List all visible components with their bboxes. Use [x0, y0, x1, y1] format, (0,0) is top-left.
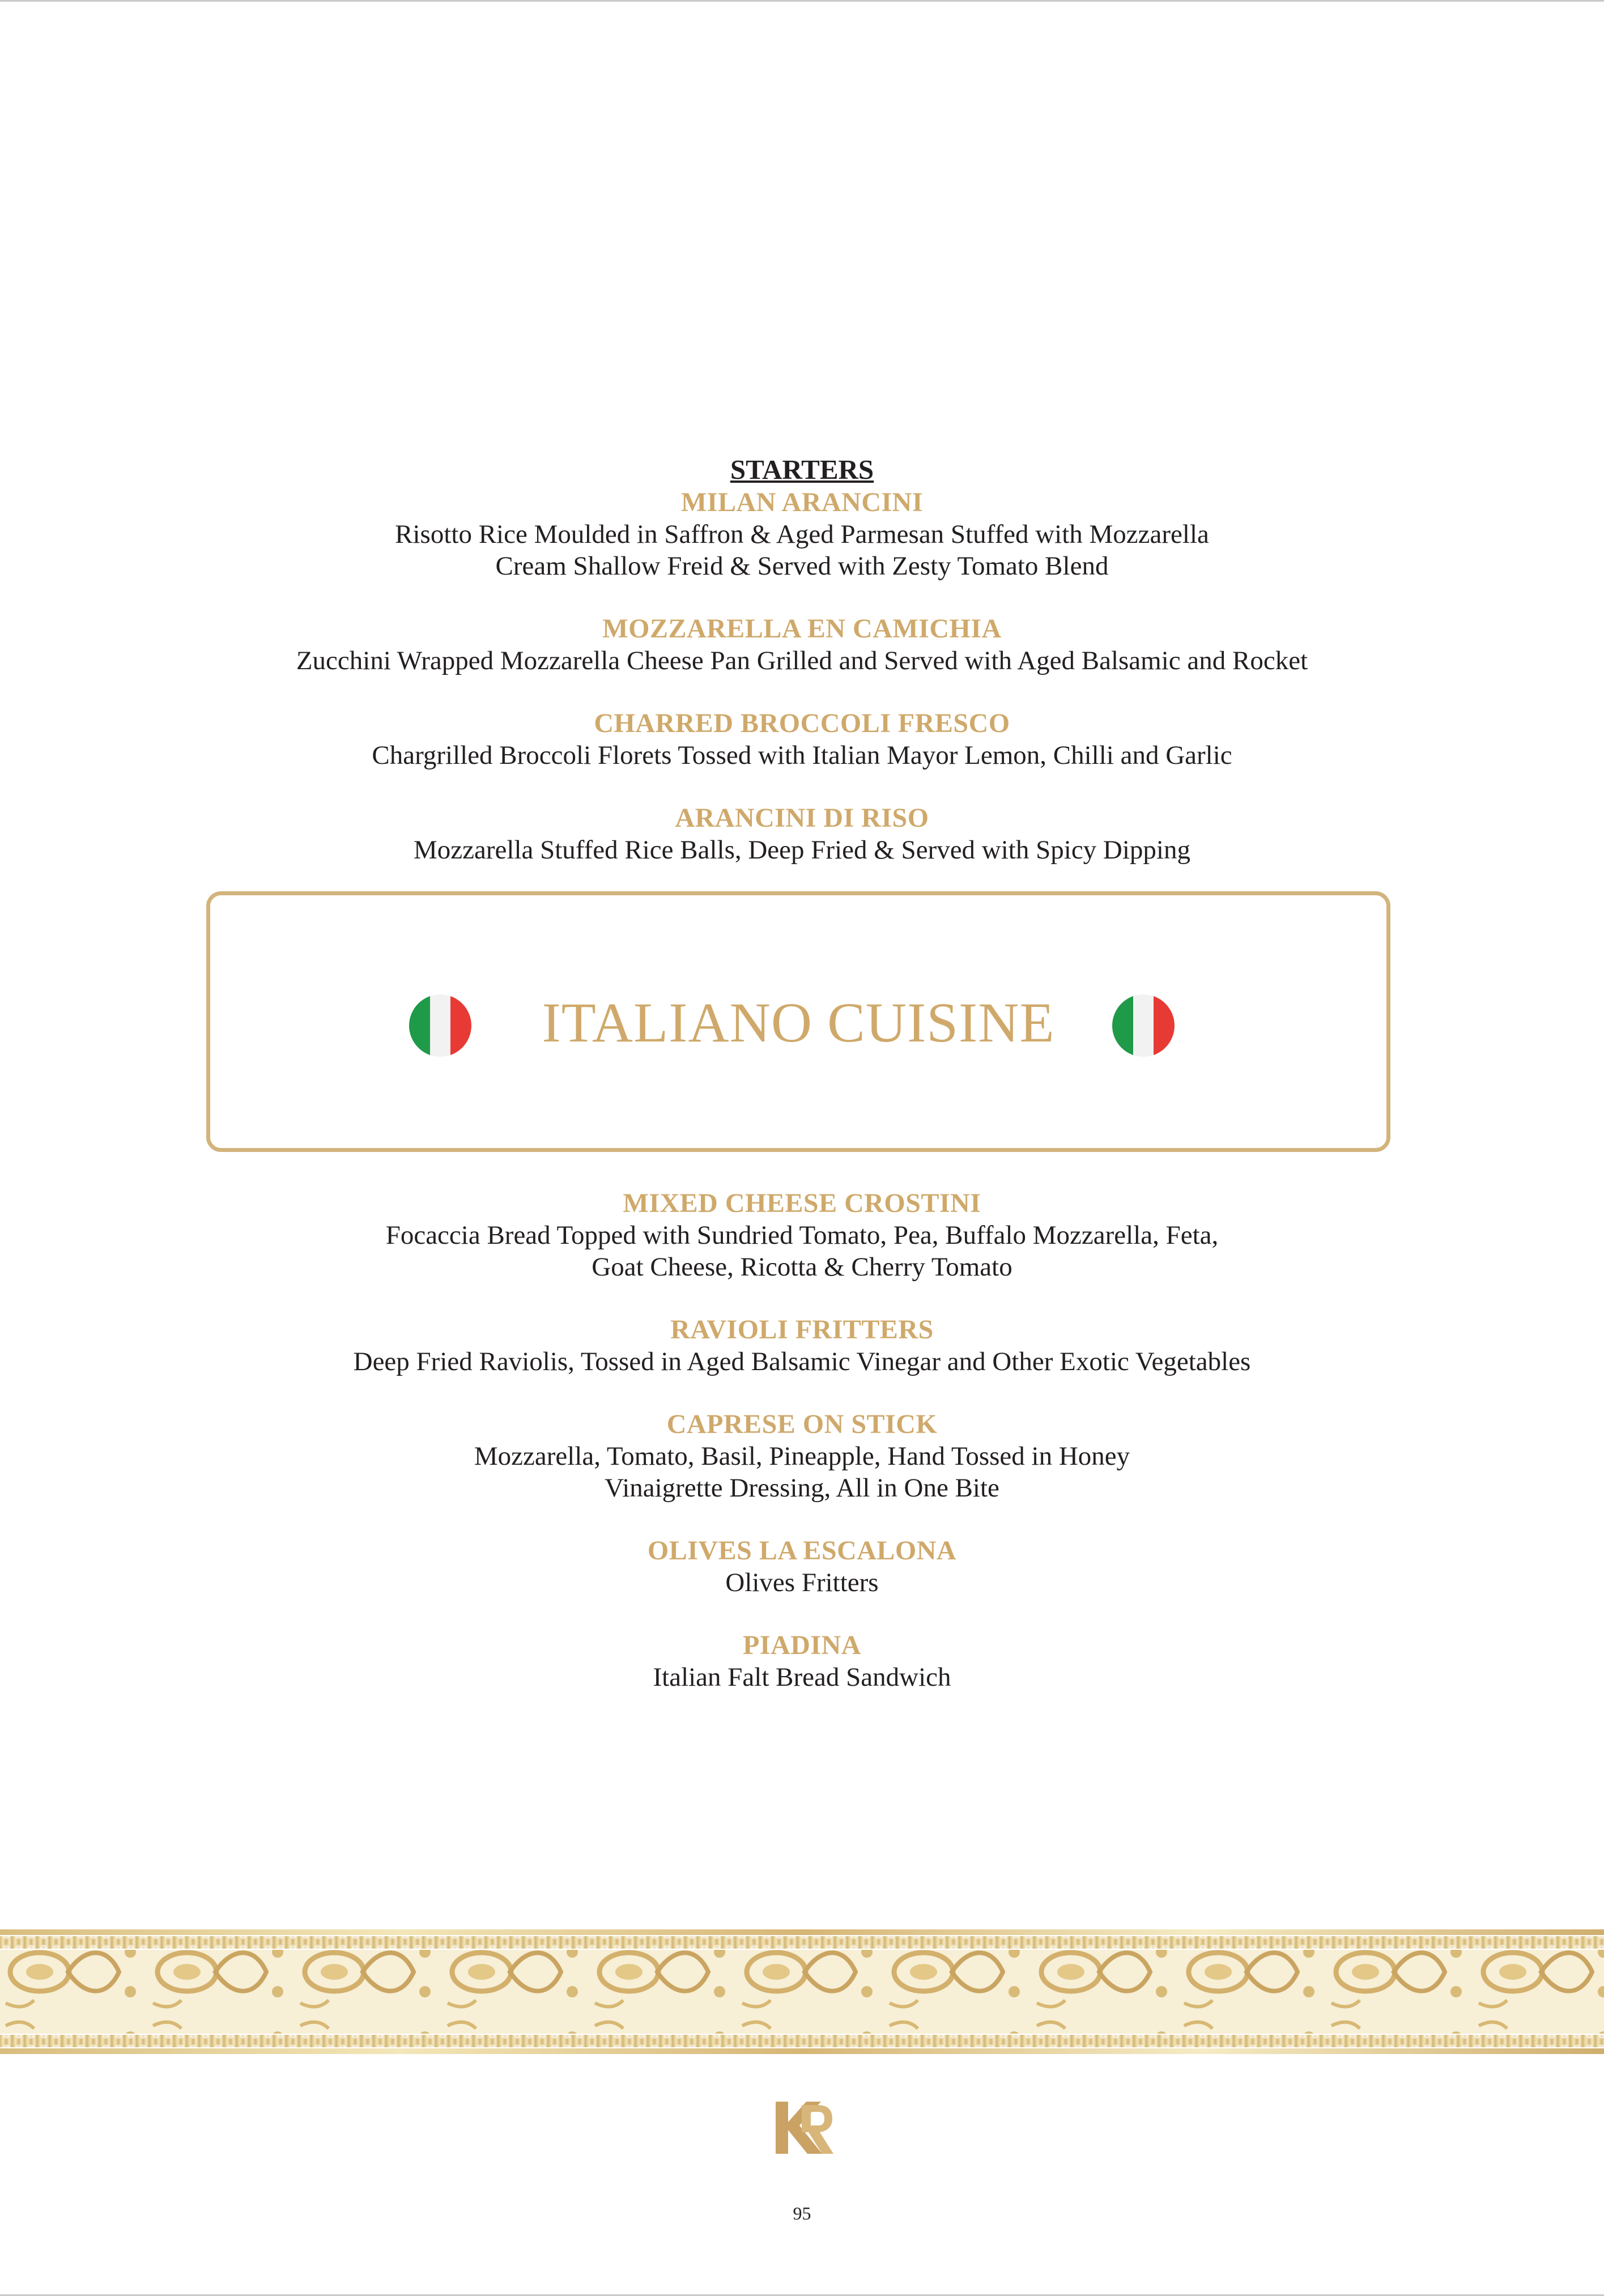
banner-title: ITALIANO CUISINE [542, 991, 1055, 1054]
menu-item [0, 1187, 1604, 1283]
menu-item [0, 613, 1604, 677]
dish-description: Chargrilled Broccoli Florets Tossed with Italian Mayor Lemon, Chilli and Garlic [372, 741, 1232, 770]
ornamental-border [0, 1929, 1604, 2054]
dish-name: OLIVES LA ESCALONA [647, 1536, 957, 1566]
dish-name: MIXED CHEESE CROSTINI [623, 1188, 981, 1218]
dish-description: Vinaigrette Dressing, All in One Bite [605, 1473, 999, 1503]
dish-name: MOZZARELLA EN CAMICHIA [602, 614, 1002, 644]
italian-flag-icon [1112, 994, 1175, 1057]
menu-item [0, 1629, 1604, 1693]
dish-description: Cream Shallow Freid & Served with Zesty Tomato Blend [495, 551, 1109, 581]
menu-item [0, 1408, 1604, 1504]
menu-item [0, 1534, 1604, 1598]
dish-name: ARANCINI DI RISO [675, 803, 929, 833]
dish-description: Risotto Rice Moulded in Saffron & Aged Parmesan Stuffed with Mozzarella [395, 520, 1209, 549]
section-title: STARTERS [730, 454, 874, 485]
cuisine-banner [206, 891, 1390, 1152]
menu-item [0, 1313, 1604, 1377]
page-number: 95 [793, 2203, 811, 2223]
dish-description: Focaccia Bread Topped with Sundried Tomato, Pea, Buffalo Mozzarella, Feta, [385, 1221, 1219, 1250]
dish-name: CAPRESE ON STICK [666, 1409, 938, 1439]
dish-name: PIADINA [743, 1630, 861, 1660]
dish-description: Deep Fried Raviolis, Tossed in Aged Balsamic Vinegar and Other Exotic Vegetables [353, 1347, 1251, 1376]
dish-description: Zucchini Wrapped Mozzarella Cheese Pan Grilled and Served with Aged Balsamic and Rocket [296, 646, 1308, 675]
kr-logo [773, 2099, 836, 2156]
dish-description: Mozzarella Stuffed Rice Balls, Deep Fried & Served with Spicy Dipping [414, 835, 1190, 865]
top-rule [0, 0, 1604, 2]
dish-description: Italian Falt Bread Sandwich [653, 1663, 951, 1692]
dish-description: Olives Fritters [725, 1568, 879, 1597]
dish-name: MILAN ARANCINI [680, 487, 924, 517]
dish-description: Goat Cheese, Ricotta & Cherry Tomato [592, 1252, 1012, 1282]
more-dishes-section [0, 1187, 1604, 1724]
menu-item [0, 486, 1604, 582]
menu-item [0, 707, 1604, 771]
dish-description: Mozzarella, Tomato, Basil, Pineapple, Hand Tossed in Honey [474, 1442, 1130, 1471]
starters-section [0, 453, 1604, 896]
dish-name: CHARRED BROCCOLI FRESCO [594, 708, 1010, 738]
dish-name: RAVIOLI FRITTERS [670, 1315, 934, 1345]
menu-item [0, 802, 1604, 866]
